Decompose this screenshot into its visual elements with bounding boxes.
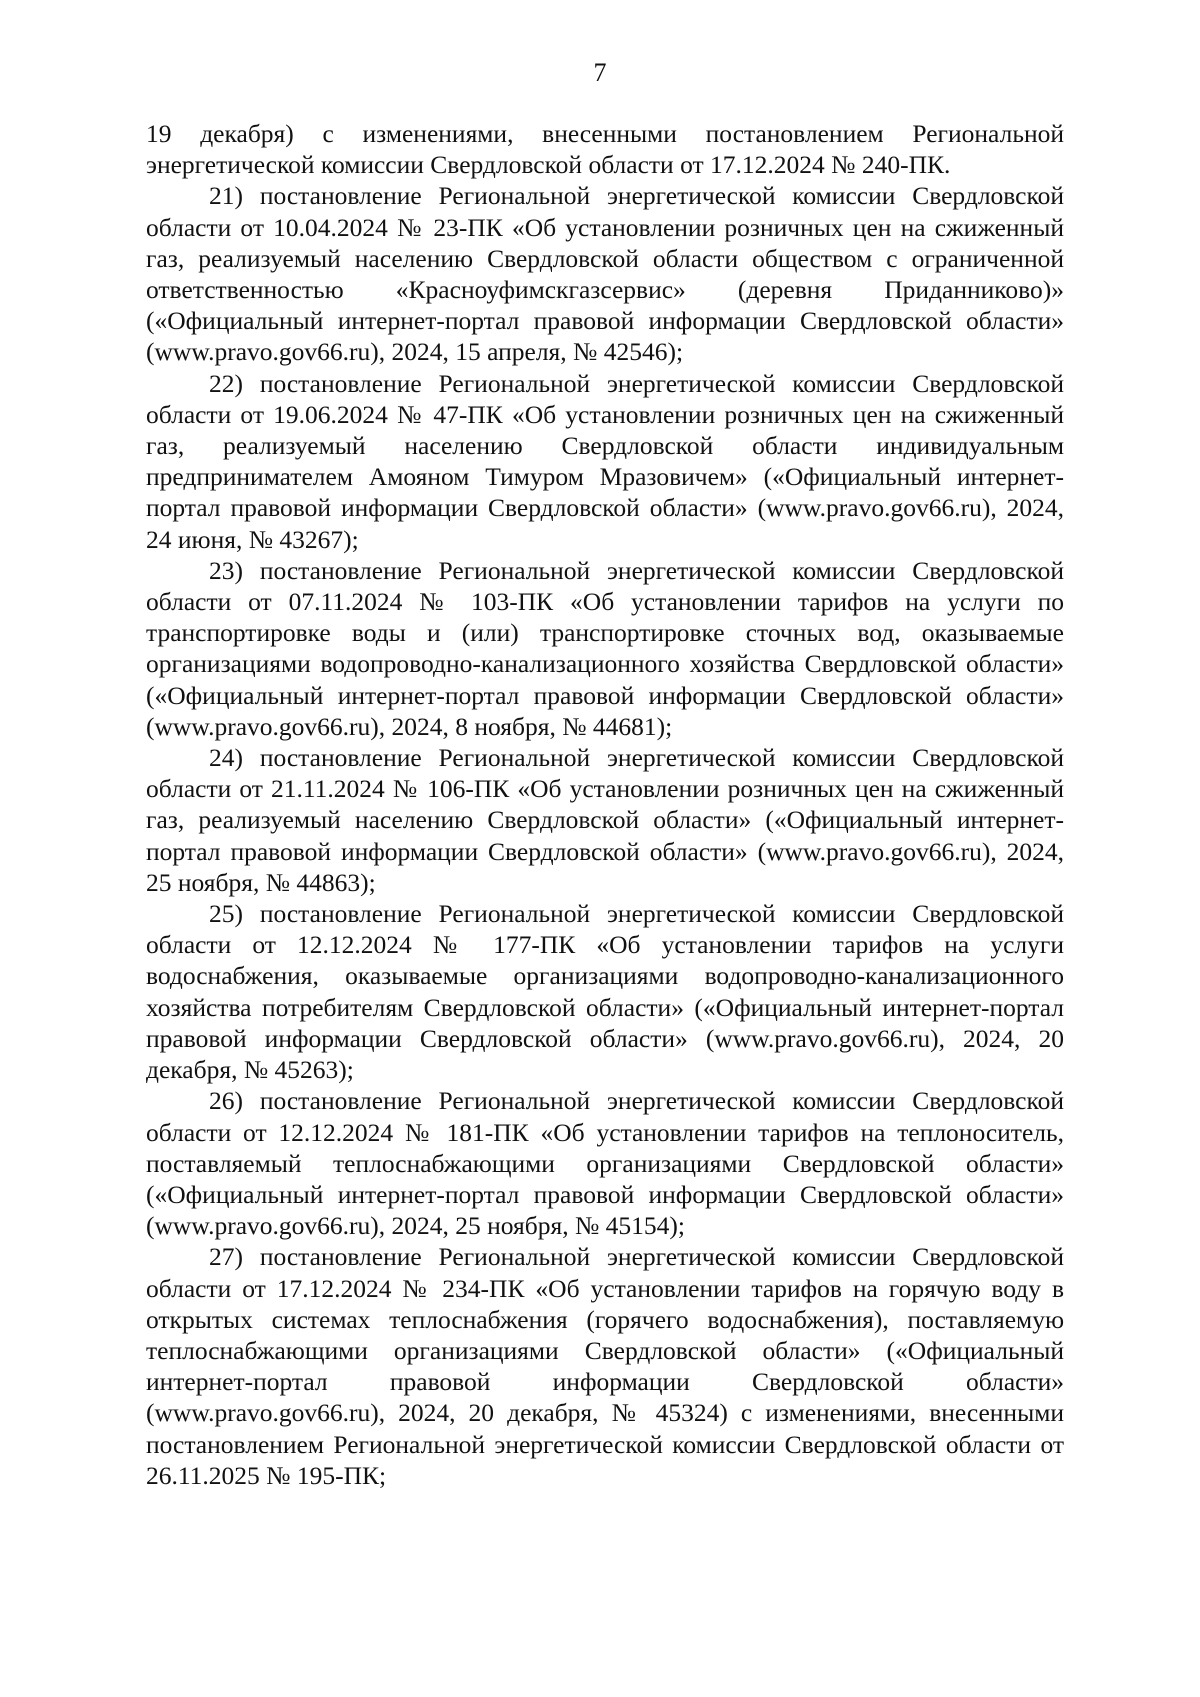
paragraph-item-26: 26) постановление Региональной энергетической комиссии Свердловской области от 12.12.2024 № 181-ПК «Об установлении тарифов на теплоноситель, поставляемый теплоснабжающими организациями Свердловской области» («Официальный интернет-портал правовой информации Свердловской области» (www.pravo.gov66.ru), 2024, 25 ноября, № 45154); [146, 1086, 1064, 1241]
paragraph-item-27: 27) постановление Региональной энергетической комиссии Свердловской области от 17.12.2024 № 234-ПК «Об установлении тарифов на горячую воду в открытых системах теплоснабжения (горячего водоснабжения), поставляемую теплоснабжающими организациями Свердловской области» («Официальный интернет-портал правовой информации Свердловской области» (www.pravo.gov66.ru), 2024, 20 декабря, № 45324) с изменениями, внесенными постановлением Региональной энергетической комиссии Свердловской области от 26.11.2025 № 195-ПК; [146, 1242, 1064, 1490]
paragraph-item-22: 22) постановление Региональной энергетической комиссии Свердловской области от 19.06.2024 № 47-ПК «Об установлении розничных цен на сжиженный газ, реализуемый населению Свердловской области индивидуальным предпринимателем Амояном Тимуром Мразовичем» («Официальный интернет-портал правовой информации Свердловской области» (www.pravo.gov66.ru), 2024, 24 июня, № 43267); [146, 368, 1064, 554]
paragraph-item-23: 23) постановление Региональной энергетической комиссии Свердловской области от 07.11.2024 № 103-ПК «Об установлении тарифов на услуги по транспортировке воды и (или) транспортировке сточных вод, оказываемые организациями водопроводно-канализационного хозяйства Свердловской области» («Официальный интернет-портал правовой информации Свердловской области» (www.pravo.gov66.ru), 2024, 8 ноября, № 44681); [146, 555, 1064, 741]
page-number: 7 [593, 58, 607, 87]
paragraph-item-25: 25) постановление Региональной энергетической комиссии Свердловской области от 12.12.2024 № 177-ПК «Об установлении тарифов на услуги водоснабжения, оказываемые организациями водопроводно-канализационного хозяйства потребителям Свердловской области» («Официальный интернет-портал правовой информации Свердловской области» (www.pravo.gov66.ru), 2024, 20 декабря, № 45263); [146, 899, 1064, 1085]
paragraph-continuation: 19 декабря) с изменениями, внесенными постановлением Региональной энергетической комиссии Свердловской области от 17.12.2024 № 240-ПК. [146, 119, 1064, 180]
paragraph-item-24: 24) постановление Региональной энергетической комиссии Свердловской области от 21.11.2024 № 106-ПК «Об установлении розничных цен на сжиженный газ, реализуемый населению Свердловской области» («Официальный интернет-портал правовой информации Свердловской области» (www.pravo.gov66.ru), 2024, 25 ноября, № 44863); [146, 743, 1064, 897]
document-body [146, 118, 1064, 1491]
paragraph-item-21: 21) постановление Региональной энергетической комиссии Свердловской области от 10.04.2024 № 23-ПК «Об установлении розничных цен на сжиженный газ, реализуемый населению Свердловской области обществом с ограниченной ответственностью «Красноуфимскгазсервис» (деревня Приданниково)» («Официальный интернет-портал правовой информации Свердловской области» (www.pravo.gov66.ru), 2024, 15 апреля, № 42546); [146, 181, 1064, 367]
